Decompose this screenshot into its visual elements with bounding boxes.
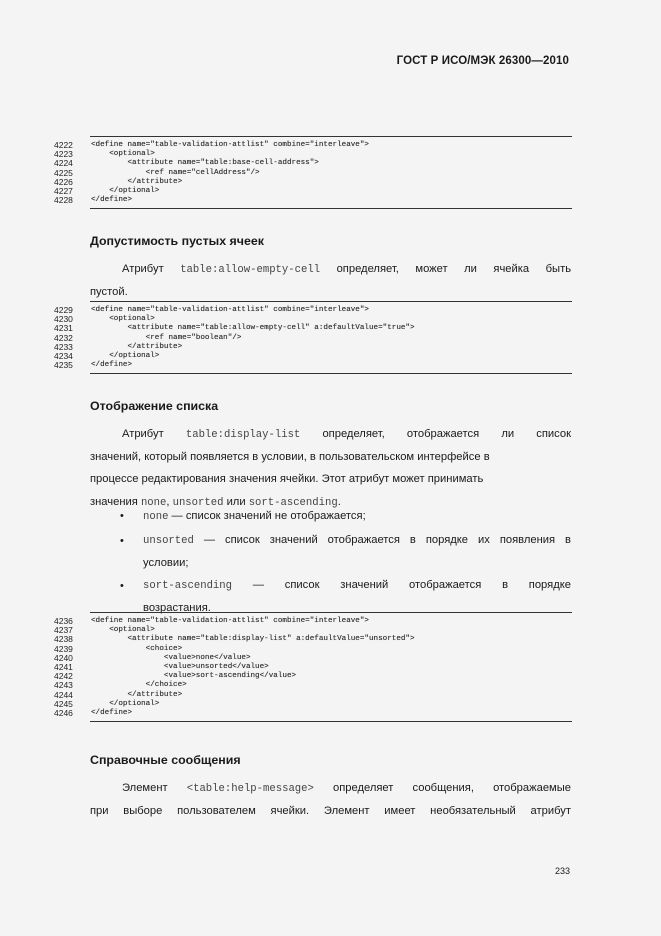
code-text: </attribute> bbox=[91, 342, 183, 351]
word: определяет, bbox=[322, 428, 385, 440]
line-number: 4235 bbox=[54, 360, 73, 371]
word: отображаемые bbox=[493, 782, 571, 794]
word: сообщения, bbox=[412, 782, 474, 794]
bullet-line bbox=[143, 529, 571, 552]
code-line bbox=[54, 672, 572, 681]
section-heading-empty-cells: Допустимость пустых ячеек bbox=[90, 234, 264, 248]
code-text: </optional> bbox=[91, 351, 160, 360]
word: определяет, bbox=[336, 263, 399, 275]
line-number: 4233 bbox=[54, 341, 73, 352]
code-text: <ref name="cellAddress"/> bbox=[91, 168, 260, 177]
inline-code: unsorted bbox=[143, 535, 194, 547]
word: быть bbox=[545, 263, 571, 275]
rule-bottom bbox=[90, 208, 572, 209]
code-line bbox=[54, 187, 572, 196]
word: ячейка bbox=[493, 263, 530, 275]
code-text: </define> bbox=[91, 196, 133, 205]
code-line bbox=[54, 709, 572, 718]
code-line bbox=[54, 654, 572, 663]
code-line bbox=[54, 159, 572, 168]
code-text: <optional> bbox=[91, 150, 155, 159]
line-number: 4236 bbox=[54, 616, 73, 626]
line-number: 4229 bbox=[54, 305, 73, 315]
line-number: 4246 bbox=[54, 707, 73, 718]
punctuation: . bbox=[337, 495, 341, 508]
word: Атрибут bbox=[122, 263, 164, 275]
paragraph-help-messages bbox=[90, 777, 571, 822]
code-text: </define> bbox=[91, 361, 133, 370]
inline-code: unsorted bbox=[172, 496, 224, 509]
line-number: 4243 bbox=[54, 680, 73, 691]
word: ли bbox=[501, 428, 515, 440]
line-number: 4244 bbox=[54, 689, 73, 700]
line-number: 4232 bbox=[54, 332, 73, 343]
line-number: 4227 bbox=[54, 185, 73, 196]
line-number: 4231 bbox=[54, 323, 73, 334]
code-line bbox=[54, 663, 572, 672]
code-line bbox=[54, 691, 572, 700]
line-number: 4242 bbox=[54, 671, 73, 682]
bullet-item-none bbox=[143, 505, 571, 529]
code-block-2 bbox=[54, 301, 572, 374]
line-number: 4228 bbox=[54, 195, 73, 206]
code-text: <choice> bbox=[91, 644, 183, 653]
paragraph-line: значений, который появляется в условии, в пользовательском интерфейсе в bbox=[90, 450, 490, 463]
word: отображается bbox=[406, 428, 480, 440]
bullet-line: возрастания. bbox=[143, 601, 211, 614]
code-line bbox=[54, 700, 572, 709]
code-text: <value>none</value> bbox=[91, 653, 251, 662]
code-text: </optional> bbox=[91, 186, 160, 195]
code-line bbox=[54, 626, 572, 635]
rule-bottom bbox=[90, 373, 572, 374]
inline-code: none bbox=[140, 496, 167, 509]
code-block-3 bbox=[54, 612, 572, 722]
bullet-text: — список значений отображается в порядке их появления в bbox=[193, 534, 571, 546]
inline-code: sort-ascending bbox=[248, 496, 338, 509]
code-text: <define name="table-validation-attlist" combine="interleave"> bbox=[91, 617, 369, 625]
code-line bbox=[54, 681, 572, 690]
code-line bbox=[54, 196, 572, 205]
word: может bbox=[415, 263, 448, 275]
code-text: </choice> bbox=[91, 681, 187, 690]
code-line bbox=[54, 324, 572, 333]
word: значения bbox=[90, 495, 138, 508]
line-number: 4234 bbox=[54, 350, 73, 361]
code-text: <define name="table-validation-attlist" combine="interleave"> bbox=[91, 306, 369, 314]
rule-bottom bbox=[90, 721, 572, 722]
code-text: <attribute name="table:base-cell-address"> bbox=[91, 159, 319, 168]
page-number: 233 bbox=[554, 866, 570, 876]
paragraph-line bbox=[90, 258, 571, 281]
code-line bbox=[54, 352, 572, 361]
line-number: 4241 bbox=[54, 661, 73, 672]
paragraph-line: процессе редактирования значения ячейки. Этот атрибут может принимать bbox=[90, 473, 484, 485]
word: Элемент bbox=[122, 782, 168, 794]
bullet-mark: • bbox=[120, 580, 124, 592]
code-line bbox=[54, 635, 572, 644]
code-block-1 bbox=[54, 136, 572, 209]
code-line bbox=[54, 343, 572, 352]
code-line bbox=[54, 334, 572, 343]
code-line bbox=[54, 315, 572, 324]
code-text: </attribute> bbox=[91, 690, 183, 699]
code-text: <define name="table-validation-attlist" combine="interleave"> bbox=[91, 141, 369, 149]
bullet-text: — список значений отображается в порядке bbox=[232, 579, 571, 591]
paragraph-empty-cells bbox=[90, 258, 571, 303]
line-number: 4225 bbox=[54, 167, 73, 178]
code-text: <ref name="boolean"/> bbox=[91, 333, 242, 342]
code-line bbox=[54, 361, 572, 370]
inline-code: table:allow-empty-cell bbox=[180, 264, 321, 276]
line-number: 4223 bbox=[54, 149, 73, 160]
inline-code: none bbox=[143, 511, 169, 523]
code-text: </attribute> bbox=[91, 177, 183, 186]
bullet-mark: • bbox=[120, 535, 124, 547]
word: определяет bbox=[332, 782, 394, 794]
code-line bbox=[54, 169, 572, 178]
document-header: ГОСТ Р ИСО/МЭК 26300—2010 bbox=[396, 55, 569, 67]
line-number: 4237 bbox=[54, 625, 73, 636]
bullet-item-unsorted bbox=[143, 529, 571, 574]
code-text: <optional> bbox=[91, 626, 155, 635]
code-line bbox=[54, 645, 572, 654]
code-text: <value>sort-ascending</value> bbox=[91, 672, 297, 681]
punctuation: , bbox=[166, 495, 170, 508]
paragraph-line: пустой. bbox=[90, 285, 128, 298]
bullet-line: условии; bbox=[143, 556, 189, 569]
paragraph-display-list bbox=[90, 423, 571, 513]
word: список bbox=[536, 428, 571, 440]
section-heading-help-messages: Справочные сообщения bbox=[90, 753, 241, 767]
code-text: </optional> bbox=[91, 699, 160, 708]
code-line bbox=[54, 150, 572, 159]
word: или bbox=[226, 495, 246, 508]
bullet-text: — список значений не отображается; bbox=[168, 510, 366, 522]
code-text: <attribute name="table:allow-empty-cell" a:defaultValue="true"> bbox=[91, 324, 415, 333]
line-number: 4222 bbox=[54, 140, 73, 150]
word: Атрибут bbox=[122, 428, 164, 440]
code-line bbox=[54, 178, 572, 187]
line-number: 4226 bbox=[54, 176, 73, 187]
code-text: <attribute name="table:display-list" a:defaultValue="unsorted"> bbox=[91, 635, 415, 644]
paragraph-line bbox=[90, 423, 571, 446]
bullet-mark: • bbox=[120, 510, 124, 522]
line-number: 4230 bbox=[54, 314, 73, 325]
line-number: 4245 bbox=[54, 698, 73, 709]
paragraph-line: при выборе пользователем ячейки. Элемент имеет необязательный атрибут bbox=[90, 804, 571, 817]
code-line bbox=[54, 306, 572, 315]
line-number: 4239 bbox=[54, 643, 73, 654]
line-number: 4240 bbox=[54, 652, 73, 663]
inline-code: table:display-list bbox=[185, 429, 301, 441]
code-text: <value>unsorted</value> bbox=[91, 662, 269, 671]
word: ли bbox=[464, 263, 477, 275]
line-number: 4224 bbox=[54, 158, 73, 169]
inline-code: sort-ascending bbox=[143, 580, 233, 592]
code-line bbox=[54, 141, 572, 150]
code-line bbox=[54, 617, 572, 626]
inline-code: <table:help-message> bbox=[186, 783, 314, 795]
code-text: </define> bbox=[91, 708, 133, 717]
bullet-line bbox=[143, 574, 571, 597]
line-number: 4238 bbox=[54, 634, 73, 645]
paragraph-line bbox=[90, 777, 571, 800]
code-text: <optional> bbox=[91, 315, 155, 324]
section-heading-display-list: Отображение списка bbox=[90, 399, 219, 413]
